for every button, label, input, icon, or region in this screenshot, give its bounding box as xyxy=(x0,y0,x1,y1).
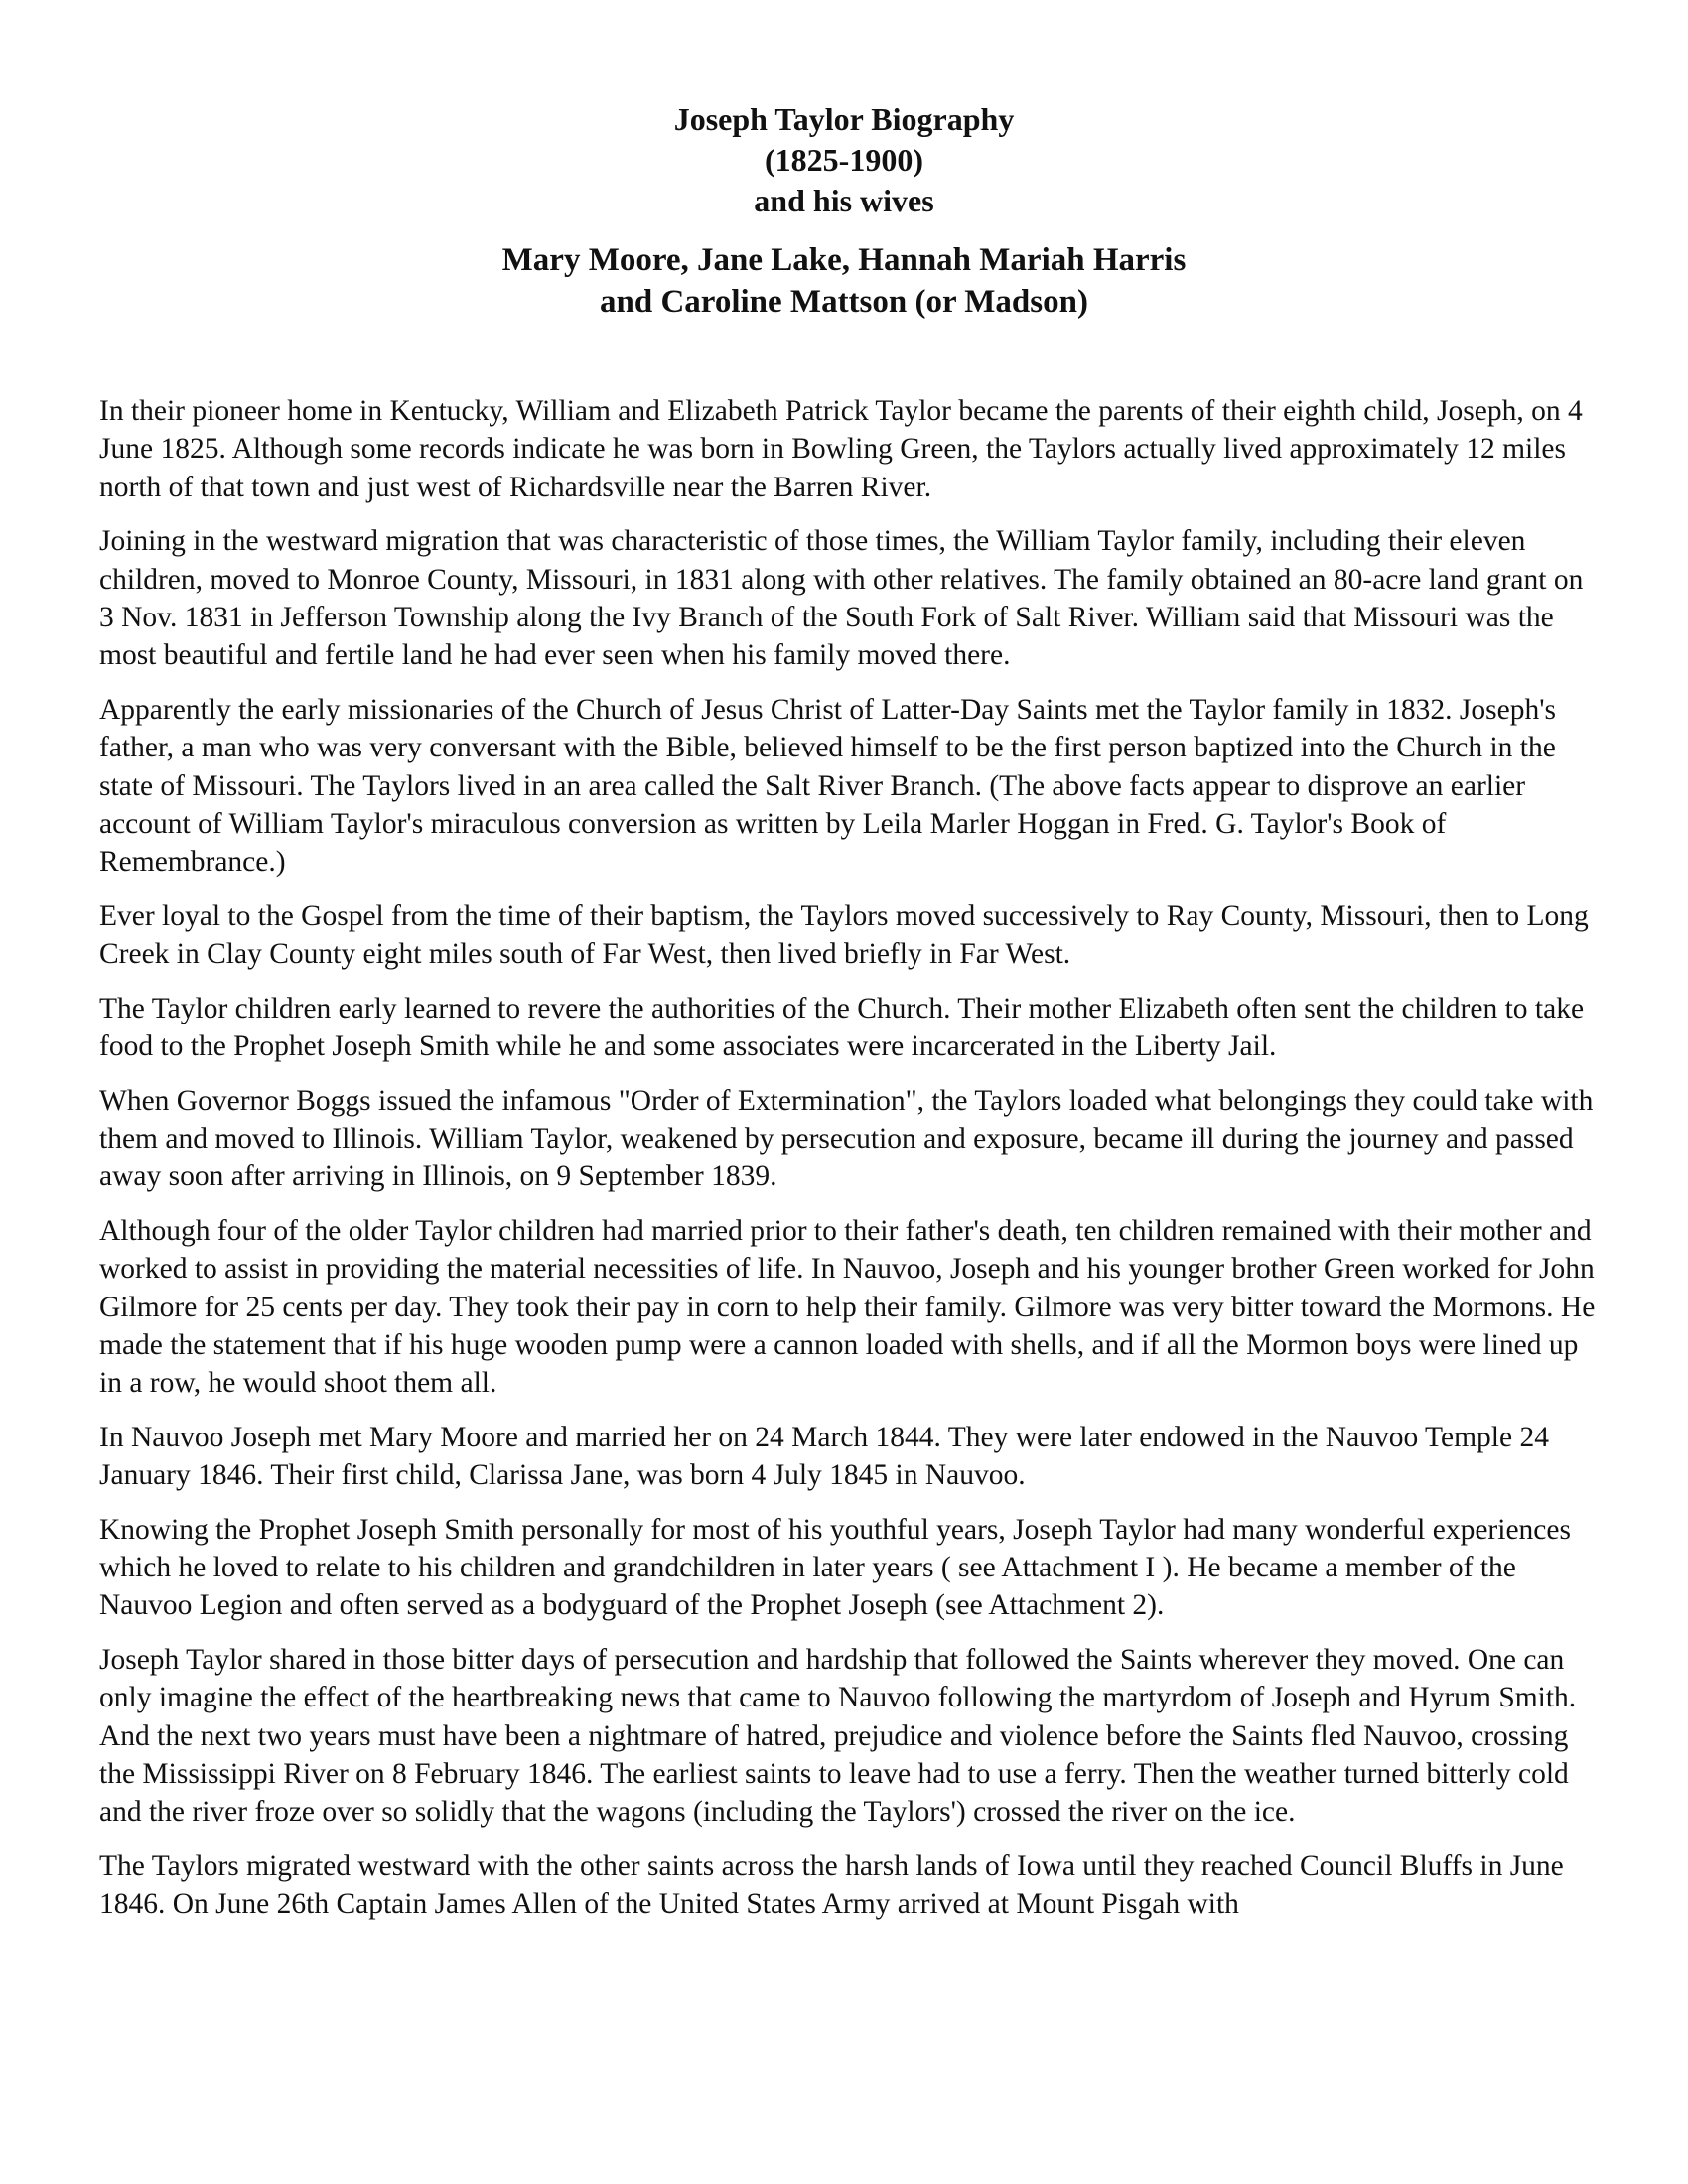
wives-names-line-1: Mary Moore, Jane Lake, Hannah Mariah Harris xyxy=(501,242,1187,278)
paragraph: Knowing the Prophet Joseph Smith personally for most of his youthful years, Joseph Taylor had many wonderful experiences which he loved to relate to his children and grandchildren in later years ( see Attachment I ). He became a member of the Nauvoo Legion and often served as a bodyguard of the Prophet Joseph (see Attachment 2). xyxy=(99,1513,1571,1622)
subtitle-block xyxy=(0,239,1688,323)
paragraph: Joining in the westward migration that was characteristic of those times, the William Taylor family, including their eleven children, moved to Monroe County, Missouri, in 1831 along with other relatives. The family obtained an 80-acre land grant on 3 Nov. 1831 in Jefferson Township along the Ivy Branch of the South Fork of Salt River. William said that Missouri was the most beautiful and fertile land he had ever seen when his family moved there. xyxy=(99,525,1584,672)
paragraph: Joseph Taylor shared in those bitter days of persecution and hardship that followed the Saints wherever they moved. One can only imagine the effect of the heartbreaking news that came to Nauvoo following the martyrdom of Joseph and Hyrum Smith. And the next two years must have been a nightmare of hatred, prejudice and violence before the Saints fled Nauvoo, crossing the Mississippi River on 8 February 1846. The earliest saints to leave had to use a ferry. Then the weather turned bitterly cold and the river froze over so solidly that the wagons (including the Taylors') crossed the river on the ice. xyxy=(99,1643,1577,1829)
title-suffix: and his wives xyxy=(754,183,934,218)
paragraph: The Taylors migrated westward with the other saints across the harsh lands of Iowa until they reached Council Bluffs in June 1846. On June 26th Captain James Allen of the United States Army arrived at Mount Pisgah with xyxy=(99,1849,1564,1921)
paragraph: In Nauvoo Joseph met Mary Moore and married her on 24 March 1844. They were later endowed in the Nauvoo Temple 24 January 1846. Their first child, Clarissa Jane, was born 4 July 1845 in Nauvoo. xyxy=(99,1421,1549,1492)
paragraph: When Governor Boggs issued the infamous "Order of Extermination", the Taylors loaded what belongings they could take with them and moved to Illinois. William Taylor, weakened by persecution and exposure, became ill during the journey and passed away soon after arriving in Illinois, on 9 September 1839. xyxy=(99,1084,1594,1193)
paragraph: Although four of the older Taylor children had married prior to their father's death, ten children remained with their mother and worked to assist in providing the material necessities of life. In Nauvoo, Joseph and his younger brother Green worked for John Gilmore for 25 cents per day. They took their pay in corn to help their family. Gilmore was very bitter toward the Mormons. He made the statement that if his huge wooden pump were a cannon loaded with shells, and if all the Mormon boys were lined up in a row, he would shoot them all. xyxy=(99,1214,1596,1400)
document-title: Joseph Taylor Biography xyxy=(673,101,1015,137)
wives-names-line-2: and Caroline Mattson (or Madson) xyxy=(600,284,1088,320)
paragraph: Apparently the early missionaries of the Church of Jesus Christ of Latter-Day Saints met the Taylor family in 1832. Joseph's father, a man who was very conversant with the Bible, believed himself to be the first person baptized into the Church in the state of Missouri. The Taylors lived in an area called the Salt River Branch. (The above facts appear to disprove an earlier account of William Taylor's miraculous conversion as written by Leila Marler Hoggan in Fred. G. Taylor's Book of Remembrance.) xyxy=(99,693,1556,879)
paragraph: In their pioneer home in Kentucky, William and Elizabeth Patrick Taylor became the parents of their eighth child, Joseph, on 4 June 1825. Although some records indicate he was born in Bowling Green, the Taylors actually lived approximately 12 miles north of that town and just west of Richardsville near the Barren River. xyxy=(99,395,1583,503)
life-dates: (1825-1900) xyxy=(765,142,923,178)
title-block xyxy=(0,99,1688,221)
body-text xyxy=(99,392,1599,1940)
paragraph: The Taylor children early learned to revere the authorities of the Church. Their mother Elizabeth often sent the children to take food to the Prophet Joseph Smith while he and some associates were incarcerated in the Liberty Jail. xyxy=(99,992,1585,1063)
paragraph: Ever loyal to the Gospel from the time of their baptism, the Taylors moved successively to Ray County, Missouri, then to Long Creek in Clay County eight miles south of Far West, then lived briefly in Far West. xyxy=(99,899,1589,971)
